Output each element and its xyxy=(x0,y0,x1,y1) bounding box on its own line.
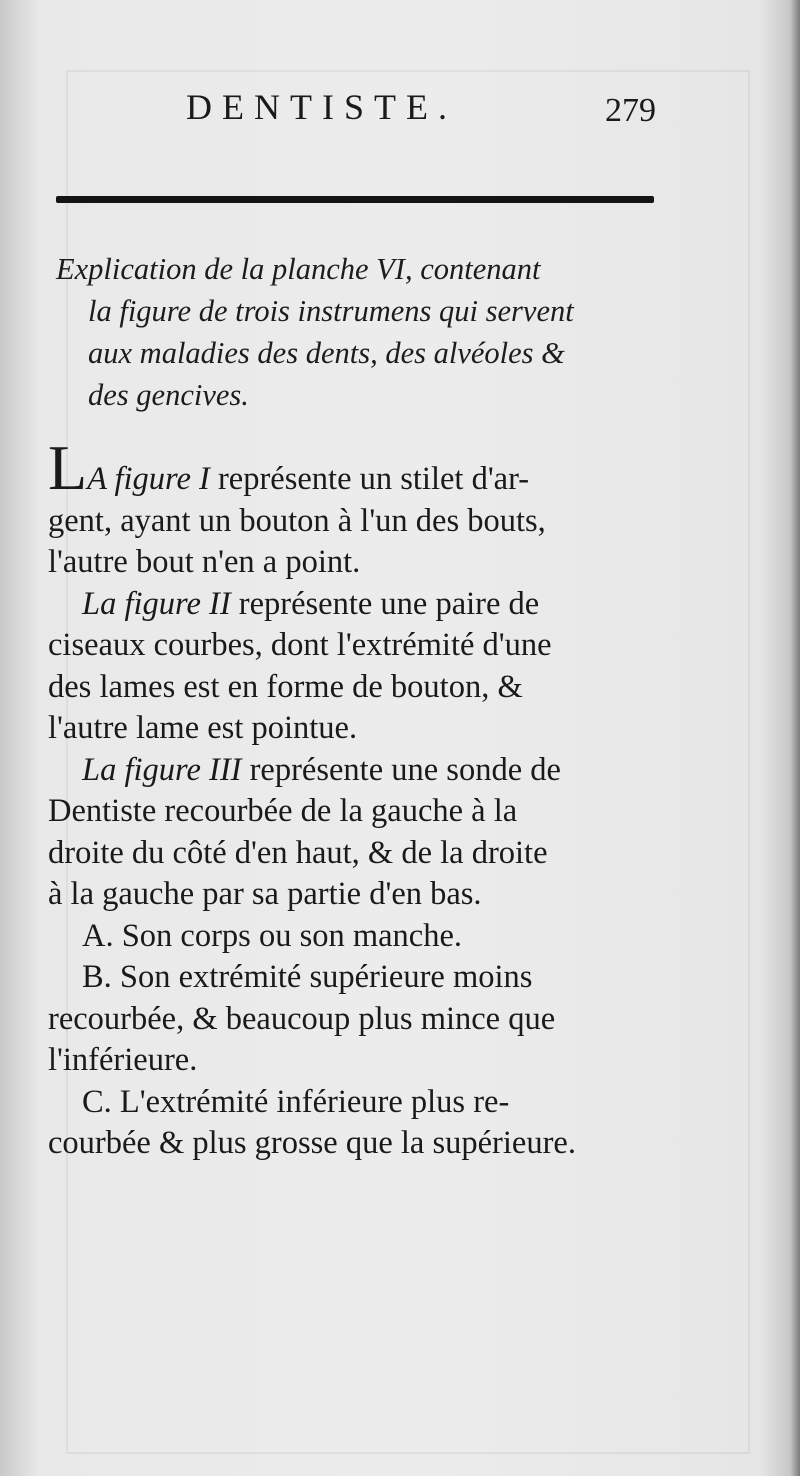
text-line: ciseaux courbes, dont l'extrémité d'une xyxy=(48,627,552,663)
item-a: A. Son corps ou son manche. xyxy=(82,917,463,954)
text-line: Dentiste recourbée de la gauche à la xyxy=(48,793,518,829)
caption-line: aux maladies des dents, des alvéoles & xyxy=(88,336,565,370)
item-b xyxy=(48,957,658,1082)
text-line: courbée & plus grosse que la supérieure. xyxy=(48,1125,576,1161)
text-line: à la gauche par sa partie d'en bas. xyxy=(48,876,482,912)
paragraph-figure-2 xyxy=(48,584,658,750)
figure-reference: A figure I xyxy=(87,461,210,497)
paragraph-figure-3 xyxy=(48,750,658,916)
text-line xyxy=(48,584,658,626)
text-line: droite du côté d'en haut, & de la droite xyxy=(48,834,548,871)
text-line: des lames est en forme de bouton, & xyxy=(48,668,523,705)
item-c xyxy=(48,1082,658,1165)
running-head-title: DENTISTE. xyxy=(186,87,457,127)
text-line xyxy=(48,750,658,792)
plate-caption xyxy=(56,248,656,416)
text-line: l'inférieure. xyxy=(48,1042,198,1078)
text-line xyxy=(48,432,658,503)
figure-reference: La figure II xyxy=(82,585,231,622)
running-head xyxy=(56,86,656,146)
paragraph-figure-1 xyxy=(48,432,658,584)
text-line: l'autre bout n'en a point. xyxy=(48,544,361,580)
figure-reference: La figure III xyxy=(82,751,242,788)
body-text xyxy=(48,432,658,1165)
caption-line: Explication de la planche VI, contenant xyxy=(56,252,541,286)
drop-cap: L xyxy=(48,432,88,503)
caption-line: des gencives. xyxy=(88,378,249,412)
text-line: l'autre lame est pointue. xyxy=(48,710,358,746)
text-line: recourbée, & beaucoup plus mince que xyxy=(48,1000,556,1037)
text-line: B. Son extrémité supérieure moins xyxy=(82,959,533,995)
text-run: représente une sonde de xyxy=(241,751,561,788)
text-run: représente une paire de xyxy=(230,585,540,622)
header-rule xyxy=(56,196,654,203)
text-run: représente un stilet d'ar- xyxy=(209,461,530,497)
caption-line: la figure de trois instrumens qui servent xyxy=(88,294,574,328)
text-line: gent, ayant un bouton à l'un des bouts, xyxy=(48,502,546,539)
page-number: 279 xyxy=(605,92,656,129)
text-line: C. L'extrémité inférieure plus re- xyxy=(82,1083,510,1120)
